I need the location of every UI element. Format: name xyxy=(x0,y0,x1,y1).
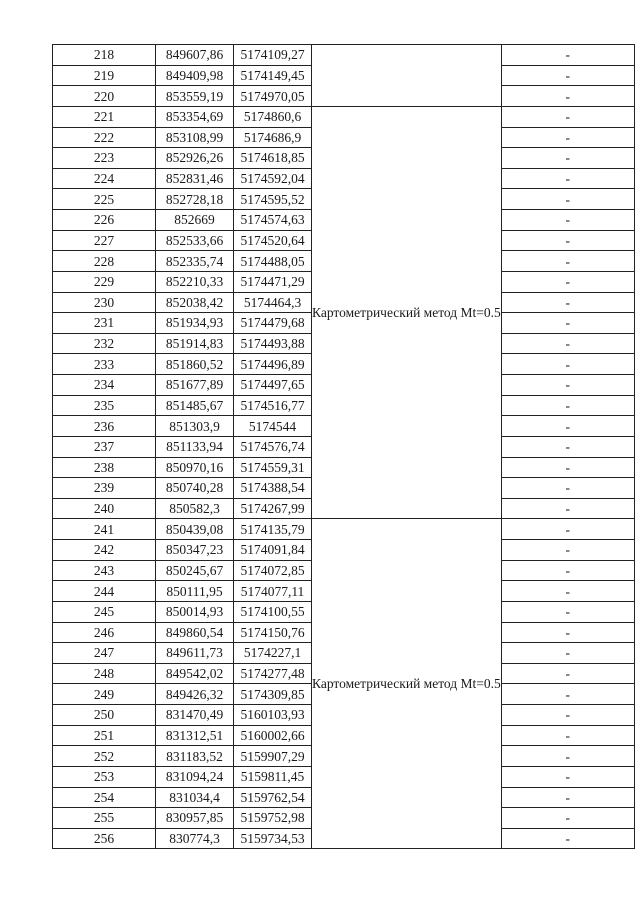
point-number-cell: 253 xyxy=(53,766,156,787)
y-coordinate-cell: 5174227,1 xyxy=(234,643,312,664)
x-coordinate-cell: 852728,18 xyxy=(156,189,234,210)
accuracy-cell: - xyxy=(501,375,634,396)
y-coordinate-cell: 5174277,48 xyxy=(234,663,312,684)
point-number-cell: 255 xyxy=(53,808,156,829)
point-number-cell: 246 xyxy=(53,622,156,643)
point-number-cell: 235 xyxy=(53,395,156,416)
y-coordinate-cell: 5174077,11 xyxy=(234,581,312,602)
x-coordinate-cell: 853354,69 xyxy=(156,106,234,127)
accuracy-cell: - xyxy=(501,560,634,581)
y-coordinate-cell: 5174135,79 xyxy=(234,519,312,540)
accuracy-cell: - xyxy=(501,746,634,767)
y-coordinate-cell: 5174464,3 xyxy=(234,292,312,313)
y-coordinate-cell: 5174388,54 xyxy=(234,478,312,499)
accuracy-cell: - xyxy=(501,519,634,540)
x-coordinate-cell: 849426,32 xyxy=(156,684,234,705)
accuracy-cell: - xyxy=(501,189,634,210)
point-number-cell: 238 xyxy=(53,457,156,478)
y-coordinate-cell: 5174149,45 xyxy=(234,65,312,86)
point-number-cell: 222 xyxy=(53,127,156,148)
accuracy-cell: - xyxy=(501,787,634,808)
accuracy-cell: - xyxy=(501,663,634,684)
y-coordinate-cell: 5174860,6 xyxy=(234,106,312,127)
accuracy-cell: - xyxy=(501,725,634,746)
y-coordinate-cell: 5174618,85 xyxy=(234,148,312,169)
x-coordinate-cell: 850014,93 xyxy=(156,601,234,622)
coordinates-table-body xyxy=(53,45,635,849)
point-number-cell: 240 xyxy=(53,498,156,519)
y-coordinate-cell: 5174516,77 xyxy=(234,395,312,416)
y-coordinate-cell: 5174497,65 xyxy=(234,375,312,396)
y-coordinate-cell: 5174479,68 xyxy=(234,313,312,334)
point-number-cell: 220 xyxy=(53,86,156,107)
x-coordinate-cell: 851677,89 xyxy=(156,375,234,396)
y-coordinate-cell: 5174471,29 xyxy=(234,271,312,292)
x-coordinate-cell: 851934,93 xyxy=(156,313,234,334)
y-coordinate-cell: 5174072,85 xyxy=(234,560,312,581)
accuracy-cell: - xyxy=(501,395,634,416)
x-coordinate-cell: 851485,67 xyxy=(156,395,234,416)
accuracy-cell: - xyxy=(501,65,634,86)
point-number-cell: 242 xyxy=(53,540,156,561)
point-number-cell: 249 xyxy=(53,684,156,705)
x-coordinate-cell: 852926,26 xyxy=(156,148,234,169)
accuracy-cell: - xyxy=(501,127,634,148)
method-cell xyxy=(312,45,502,107)
y-coordinate-cell: 5174496,89 xyxy=(234,354,312,375)
point-number-cell: 221 xyxy=(53,106,156,127)
y-coordinate-cell: 5174309,85 xyxy=(234,684,312,705)
point-number-cell: 224 xyxy=(53,168,156,189)
accuracy-cell: - xyxy=(501,436,634,457)
x-coordinate-cell: 850582,3 xyxy=(156,498,234,519)
y-coordinate-cell: 5159762,54 xyxy=(234,787,312,808)
point-number-cell: 237 xyxy=(53,436,156,457)
accuracy-cell: - xyxy=(501,168,634,189)
y-coordinate-cell: 5160103,93 xyxy=(234,705,312,726)
y-coordinate-cell: 5174559,31 xyxy=(234,457,312,478)
point-number-cell: 256 xyxy=(53,828,156,849)
y-coordinate-cell: 5174544 xyxy=(234,416,312,437)
x-coordinate-cell: 849542,02 xyxy=(156,663,234,684)
point-number-cell: 218 xyxy=(53,45,156,66)
x-coordinate-cell: 850111,95 xyxy=(156,581,234,602)
accuracy-cell: - xyxy=(501,45,634,66)
point-number-cell: 219 xyxy=(53,65,156,86)
x-coordinate-cell: 831034,4 xyxy=(156,787,234,808)
x-coordinate-cell: 853559,19 xyxy=(156,86,234,107)
x-coordinate-cell: 831094,24 xyxy=(156,766,234,787)
x-coordinate-cell: 851303,9 xyxy=(156,416,234,437)
accuracy-cell: - xyxy=(501,581,634,602)
y-coordinate-cell: 5174595,52 xyxy=(234,189,312,210)
x-coordinate-cell: 831470,49 xyxy=(156,705,234,726)
accuracy-cell: - xyxy=(501,333,634,354)
point-number-cell: 239 xyxy=(53,478,156,499)
accuracy-cell: - xyxy=(501,230,634,251)
x-coordinate-cell: 830774,3 xyxy=(156,828,234,849)
x-coordinate-cell: 850245,67 xyxy=(156,560,234,581)
point-number-cell: 243 xyxy=(53,560,156,581)
y-coordinate-cell: 5174150,76 xyxy=(234,622,312,643)
y-coordinate-cell: 5174520,64 xyxy=(234,230,312,251)
accuracy-cell: - xyxy=(501,148,634,169)
point-number-cell: 252 xyxy=(53,746,156,767)
accuracy-cell: - xyxy=(501,540,634,561)
y-coordinate-cell: 5174488,05 xyxy=(234,251,312,272)
coordinates-table xyxy=(52,44,635,849)
accuracy-cell: - xyxy=(501,601,634,622)
y-coordinate-cell: 5174100,55 xyxy=(234,601,312,622)
method-cell: Картометрический метод Mt=0.5 xyxy=(312,106,502,519)
x-coordinate-cell: 852335,74 xyxy=(156,251,234,272)
accuracy-cell: - xyxy=(501,766,634,787)
point-number-cell: 229 xyxy=(53,271,156,292)
x-coordinate-cell: 852831,46 xyxy=(156,168,234,189)
y-coordinate-cell: 5174576,74 xyxy=(234,436,312,457)
accuracy-cell: - xyxy=(501,808,634,829)
x-coordinate-cell: 852210,33 xyxy=(156,271,234,292)
accuracy-cell: - xyxy=(501,705,634,726)
y-coordinate-cell: 5174267,99 xyxy=(234,498,312,519)
point-number-cell: 228 xyxy=(53,251,156,272)
y-coordinate-cell: 5160002,66 xyxy=(234,725,312,746)
accuracy-cell: - xyxy=(501,106,634,127)
y-coordinate-cell: 5174109,27 xyxy=(234,45,312,66)
x-coordinate-cell: 849607,86 xyxy=(156,45,234,66)
x-coordinate-cell: 851914,83 xyxy=(156,333,234,354)
x-coordinate-cell: 849611,73 xyxy=(156,643,234,664)
accuracy-cell: - xyxy=(501,828,634,849)
x-coordinate-cell: 851133,94 xyxy=(156,436,234,457)
accuracy-cell: - xyxy=(501,354,634,375)
y-coordinate-cell: 5174574,63 xyxy=(234,210,312,231)
accuracy-cell: - xyxy=(501,478,634,499)
accuracy-cell: - xyxy=(501,313,634,334)
accuracy-cell: - xyxy=(501,498,634,519)
point-number-cell: 254 xyxy=(53,787,156,808)
table-row xyxy=(53,519,635,540)
accuracy-cell: - xyxy=(501,416,634,437)
point-number-cell: 244 xyxy=(53,581,156,602)
y-coordinate-cell: 5159752,98 xyxy=(234,808,312,829)
y-coordinate-cell: 5174970,05 xyxy=(234,86,312,107)
point-number-cell: 248 xyxy=(53,663,156,684)
table-row xyxy=(53,45,635,66)
x-coordinate-cell: 850970,16 xyxy=(156,457,234,478)
point-number-cell: 234 xyxy=(53,375,156,396)
accuracy-cell: - xyxy=(501,251,634,272)
point-number-cell: 247 xyxy=(53,643,156,664)
accuracy-cell: - xyxy=(501,292,634,313)
y-coordinate-cell: 5174493,88 xyxy=(234,333,312,354)
accuracy-cell: - xyxy=(501,622,634,643)
point-number-cell: 250 xyxy=(53,705,156,726)
y-coordinate-cell: 5174091,84 xyxy=(234,540,312,561)
x-coordinate-cell: 851860,52 xyxy=(156,354,234,375)
accuracy-cell: - xyxy=(501,457,634,478)
point-number-cell: 226 xyxy=(53,210,156,231)
table-row xyxy=(53,106,635,127)
x-coordinate-cell: 830957,85 xyxy=(156,808,234,829)
accuracy-cell: - xyxy=(501,271,634,292)
x-coordinate-cell: 831312,51 xyxy=(156,725,234,746)
method-cell: Картометрический метод Mt=0.5 xyxy=(312,519,502,849)
point-number-cell: 241 xyxy=(53,519,156,540)
point-number-cell: 251 xyxy=(53,725,156,746)
x-coordinate-cell: 850740,28 xyxy=(156,478,234,499)
y-coordinate-cell: 5159907,29 xyxy=(234,746,312,767)
point-number-cell: 230 xyxy=(53,292,156,313)
x-coordinate-cell: 852038,42 xyxy=(156,292,234,313)
y-coordinate-cell: 5159811,45 xyxy=(234,766,312,787)
accuracy-cell: - xyxy=(501,684,634,705)
point-number-cell: 223 xyxy=(53,148,156,169)
accuracy-cell: - xyxy=(501,86,634,107)
x-coordinate-cell: 852669 xyxy=(156,210,234,231)
point-number-cell: 232 xyxy=(53,333,156,354)
x-coordinate-cell: 849860,54 xyxy=(156,622,234,643)
point-number-cell: 245 xyxy=(53,601,156,622)
y-coordinate-cell: 5159734,53 xyxy=(234,828,312,849)
x-coordinate-cell: 849409,98 xyxy=(156,65,234,86)
x-coordinate-cell: 831183,52 xyxy=(156,746,234,767)
accuracy-cell: - xyxy=(501,643,634,664)
x-coordinate-cell: 853108,99 xyxy=(156,127,234,148)
point-number-cell: 227 xyxy=(53,230,156,251)
point-number-cell: 231 xyxy=(53,313,156,334)
y-coordinate-cell: 5174592,04 xyxy=(234,168,312,189)
point-number-cell: 236 xyxy=(53,416,156,437)
x-coordinate-cell: 852533,66 xyxy=(156,230,234,251)
point-number-cell: 225 xyxy=(53,189,156,210)
x-coordinate-cell: 850439,08 xyxy=(156,519,234,540)
accuracy-cell: - xyxy=(501,210,634,231)
x-coordinate-cell: 850347,23 xyxy=(156,540,234,561)
y-coordinate-cell: 5174686,9 xyxy=(234,127,312,148)
point-number-cell: 233 xyxy=(53,354,156,375)
